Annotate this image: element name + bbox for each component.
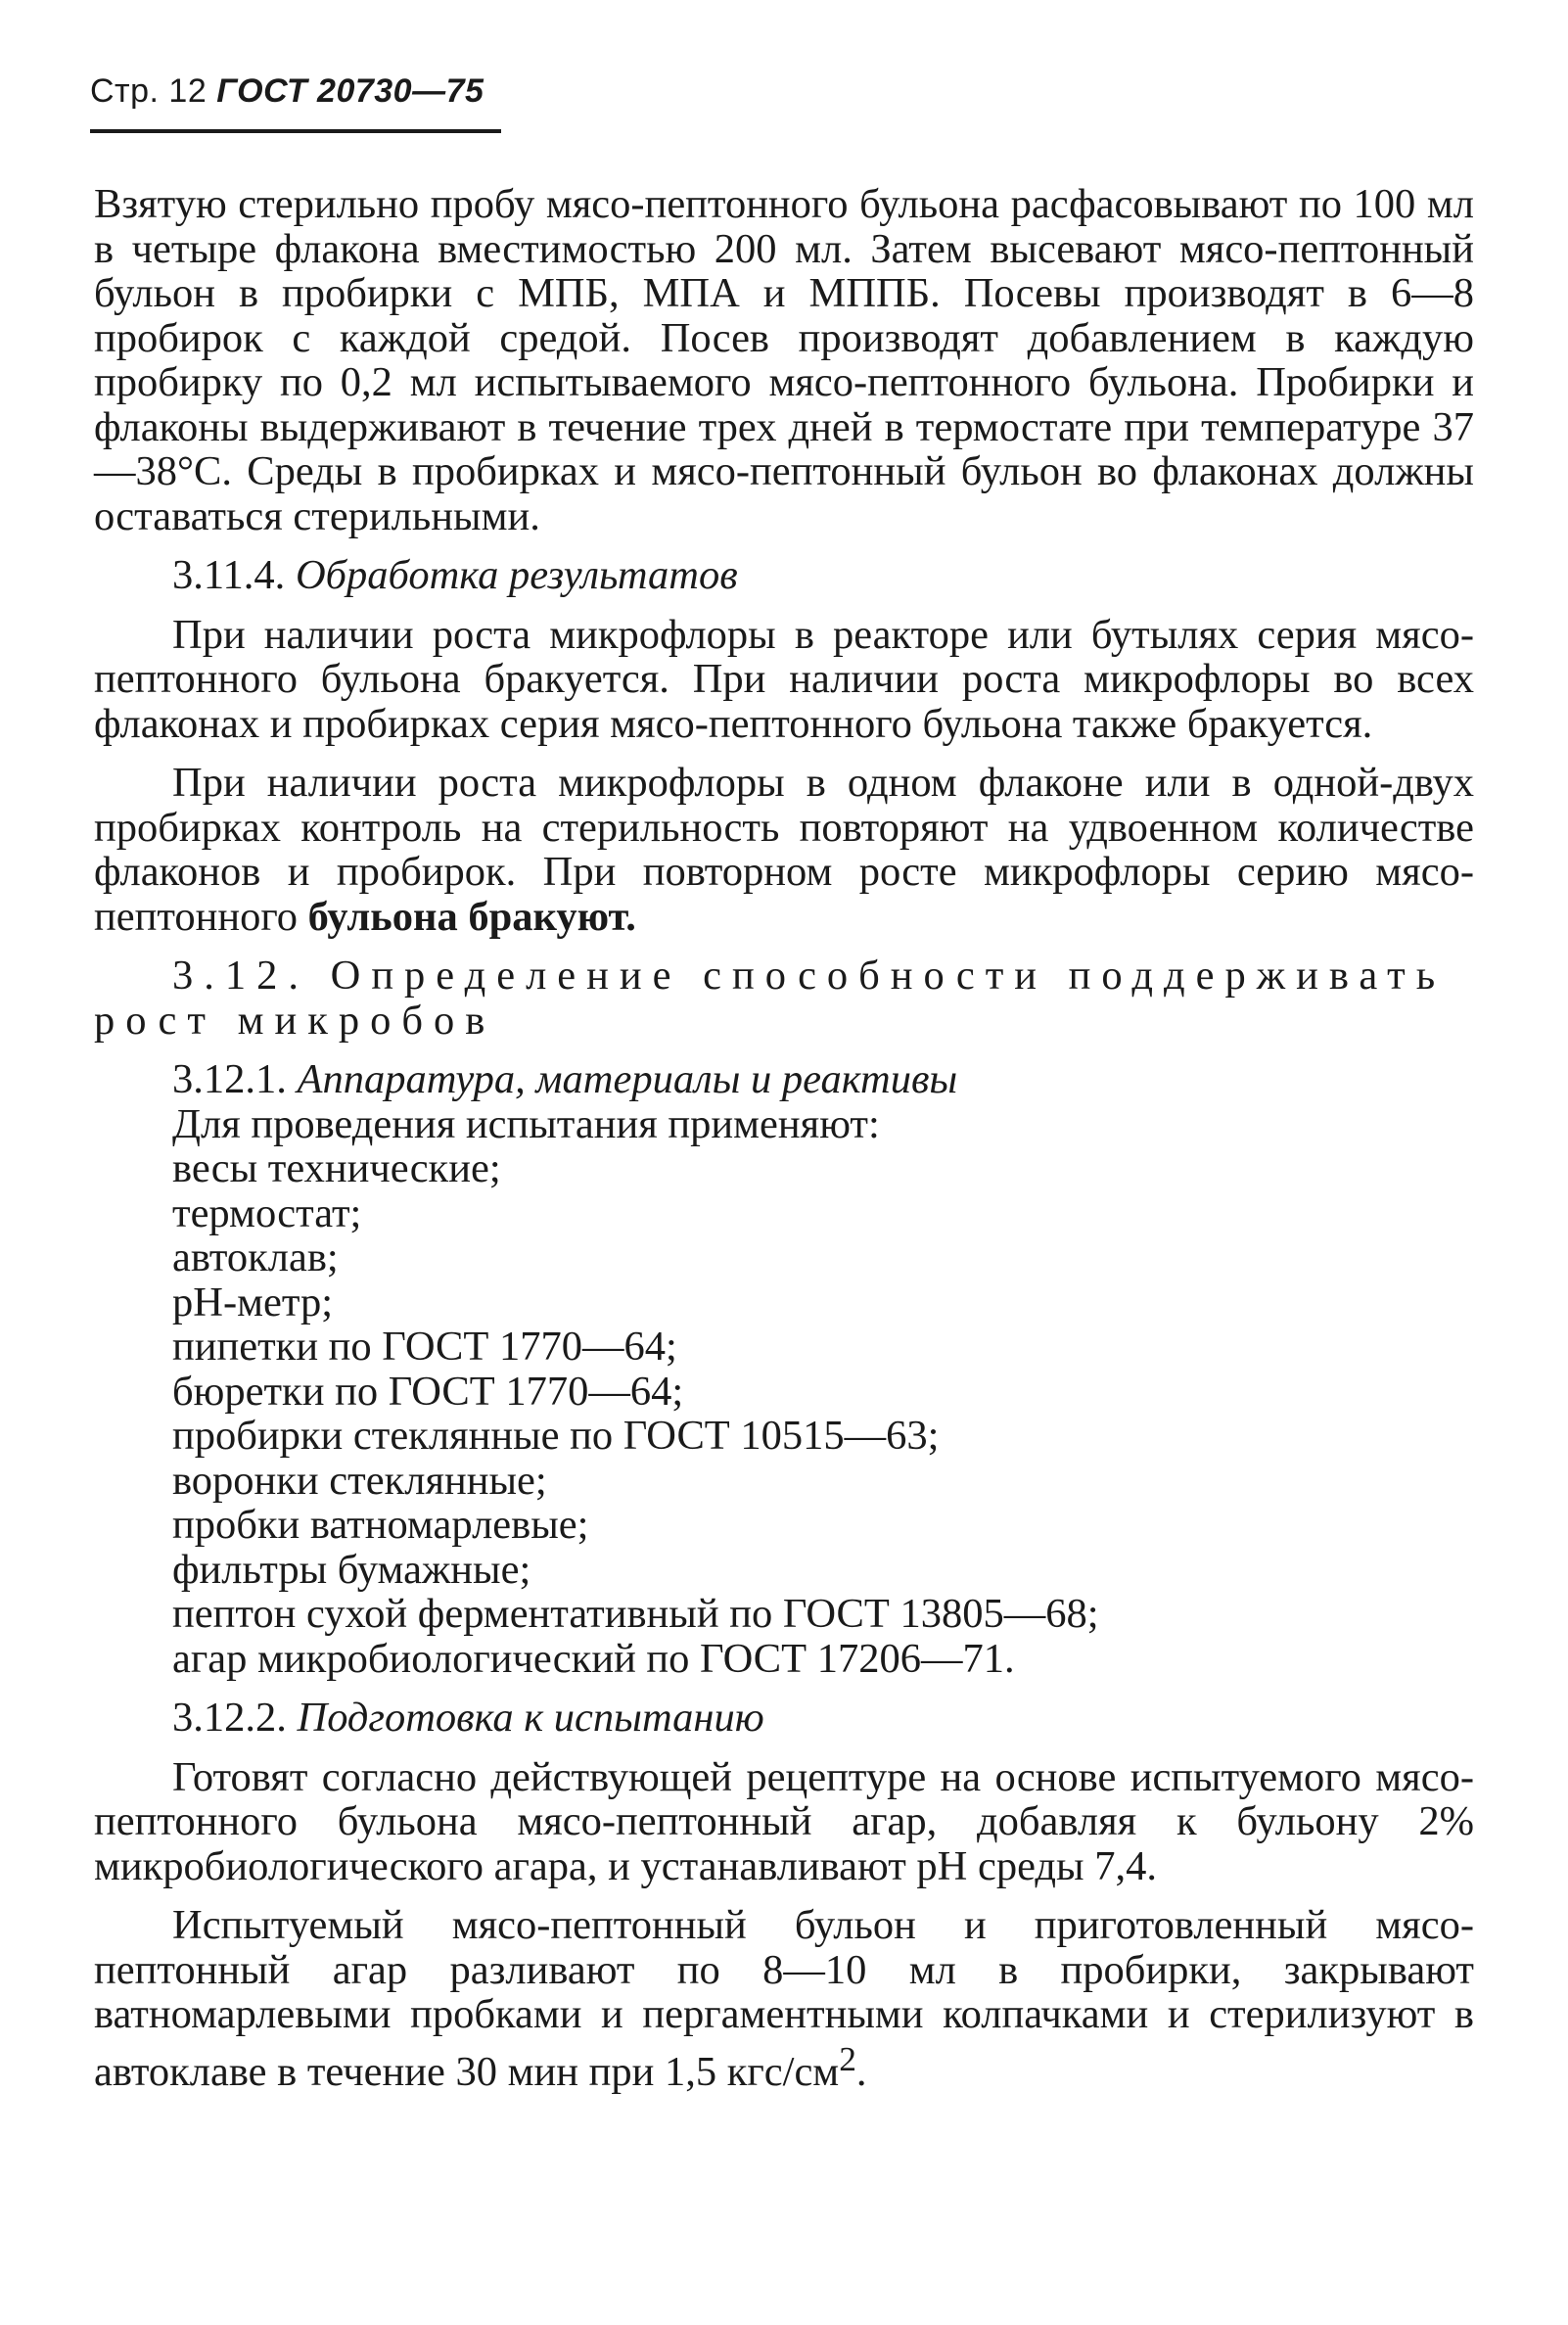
- apparatus-item: бюретки по ГОСТ 1770—64;: [172, 1368, 684, 1415]
- document-body: [94, 182, 1474, 2094]
- heading-3-12-1: [94, 1057, 1474, 1102]
- heading-3-12-2-number: 3.12.2.: [172, 1695, 287, 1741]
- apparatus-item: воронки стеклянные;: [172, 1457, 547, 1504]
- paragraph-agar-preparation: Готовят согласно действующей рецептуре на основе испытуемого мясо-пептонного бульона мясо-пептонный агар, добавляя к бульону 2% микробиологического агара, и устанавливают pH среды 7,4.: [94, 1753, 1474, 1889]
- heading-3-11-4: [94, 553, 1474, 598]
- paragraph-sterility-sowing: Взятую стерильно пробу мясо-пептонного бульона расфасовывают по 100 мл в четыре флакона вместимостью 200 мл. Затем высевают мясо-пептонный бульон в пробирки с МПБ, МПА и МППБ. Посевы производят в 6—8 пробирок с каждой средой. Посев производят добавлением в каждую пробирку по 0,2 мл испытываемого мясо-пептонного бульона. Пробирки и флаконы выдерживают в течение трех дней в термостате при температуре 37—38°С. Среды в пробирках и мясо-пептонный бульон во флаконах должны оставаться стерильными.: [94, 181, 1474, 539]
- paragraph-results-repeat: [94, 761, 1474, 939]
- page-number: Стр. 12: [90, 72, 208, 110]
- apparatus-item: пробирки стеклянные по ГОСТ 10515—63;: [172, 1413, 940, 1459]
- apparatus-item: агар микробиологический по ГОСТ 17206—71.: [172, 1635, 1015, 1682]
- apparatus-item: пипетки по ГОСТ 1770—64;: [172, 1324, 677, 1370]
- paragraph-sterilization-text: Испытуемый мясо-пептонный бульон и приготовленный мясо-пептонный агар разливают по 8—10 мл в пробирки, закрывают ватномарлевыми пробками и пергаментными колпачками и стерилизуют в автоклаве в течение 30 мин при 1,5 кгс/см: [94, 1902, 1474, 2095]
- apparatus-item: весы технические;: [172, 1145, 501, 1191]
- apparatus-item: пробки ватномарлевые;: [172, 1502, 589, 1548]
- heading-3-12-2: [94, 1696, 1474, 1741]
- standard-number: ГОСТ 20730—75: [216, 72, 484, 110]
- heading-3-11-4-title: Обработка результатов: [295, 552, 738, 598]
- heading-3-12-2-title: Подготовка к испытанию: [297, 1695, 764, 1741]
- paragraph-sterilization: [94, 1903, 1474, 2094]
- paragraph-results-reactor: При наличии роста микрофлоры в реакторе или бутылях серия мясо-пептонного бульона бракуется. При наличии роста микрофлоры во всех флаконах и пробирках серия мясо-пептонного бульона также бракуется.: [94, 611, 1474, 747]
- header-rule: [90, 129, 501, 133]
- apparatus-intro: Для проведения испытания применяют:: [172, 1100, 880, 1147]
- paragraph-sterilization-end: .: [855, 2048, 867, 2095]
- apparatus-item: pH-метр;: [172, 1279, 334, 1325]
- apparatus-item: фильтры бумажные;: [172, 1546, 531, 1593]
- paragraph-results-repeat-tail: бульона бракуют.: [307, 893, 636, 940]
- heading-3-12-line2: рост микробов: [94, 997, 496, 1044]
- page-header: [90, 72, 484, 111]
- apparatus-item: автоклав;: [172, 1234, 339, 1280]
- heading-3-12-line1: 3.12. Определение способности поддерживать: [172, 953, 1447, 999]
- heading-3-11-4-number: 3.11.4.: [172, 552, 286, 598]
- superscript-two: 2: [839, 2038, 856, 2078]
- heading-3-12-1-number: 3.12.1.: [172, 1056, 287, 1102]
- paragraph-results-repeat-text: При наличии роста микрофлоры в одном флаконе или в одной-двух пробирках контроль на стерильность повторяют на удвоенном количестве флаконов и пробирок. При повторном росте микрофлоры серию мясо-пептонного: [94, 760, 1474, 940]
- apparatus-item: термостат;: [172, 1189, 362, 1236]
- apparatus-item: пептон сухой ферментативный по ГОСТ 13805—68;: [172, 1591, 1099, 1637]
- heading-3-12-1-title: Аппаратура, материалы и реактивы: [297, 1056, 958, 1102]
